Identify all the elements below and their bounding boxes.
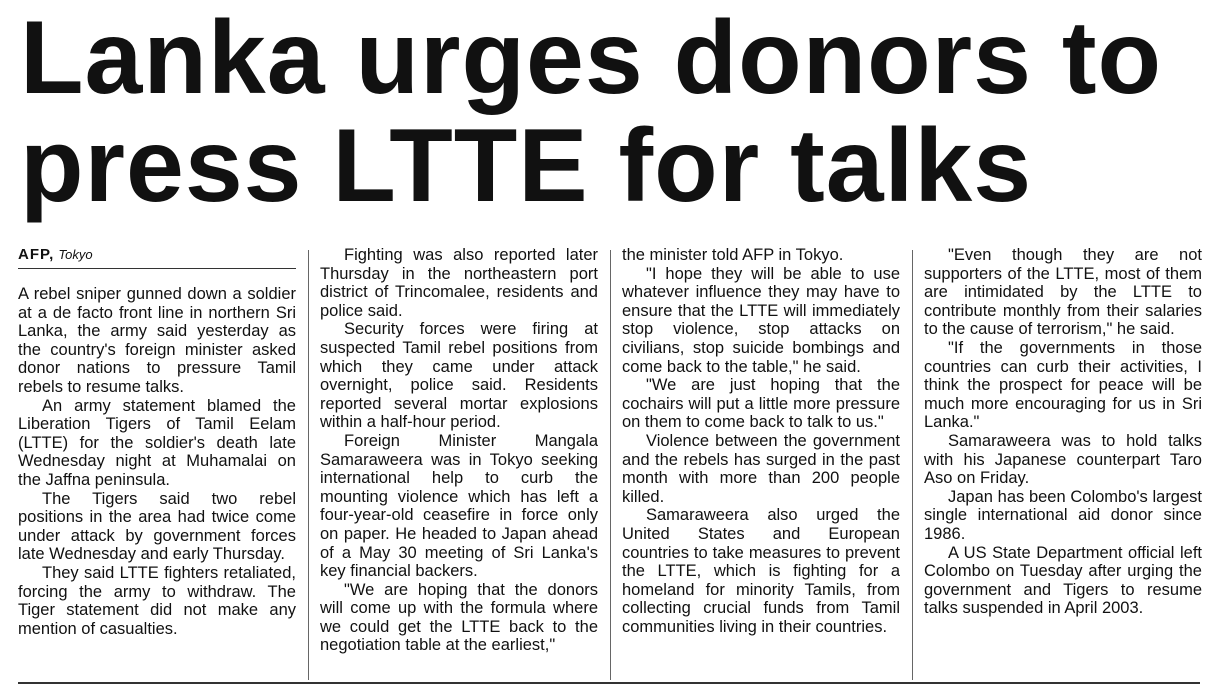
byline-agency: AFP, [18, 246, 55, 263]
byline [18, 246, 296, 269]
headline-line-2: press LTTE for talks [20, 108, 1033, 224]
paragraph: A rebel sniper gunned down a soldier at a de facto front line in northern Sri Lanka, the army said yesterday as the country's foreign minister asked donor nations to pressure Tamil rebels to resume talks. [18, 285, 296, 396]
paragraph: An army statement blamed the Liberation Tigers of Tamil Eelam (LTTE) for the soldier's death late Wednesday night at Muhamalai on the Jaffna peninsula. [18, 396, 296, 489]
paragraph: Japan has been Colombo's largest single international aid donor since 1986. [924, 487, 1202, 543]
paragraph: Fighting was also reported later Thursday in the northeastern port district of Trincomalee, residents and police said. [320, 246, 598, 320]
paragraph: The Tigers said two rebel positions in the area had twice come under attack by government forces late Wednesday and early Thursday. [18, 489, 296, 564]
paragraph: A US State Department official left Colombo on Tuesday after urging the government and Tigers to resume talks suspended in April 2003. [924, 543, 1202, 618]
headline-line-1: Lanka urges donors to [20, 0, 1163, 116]
paragraph: Security forces were firing at suspected Tamil rebel positions from which they came under attack overnight, police said. Residents reported several mortar explosions within a half-hour period. [320, 320, 598, 432]
bottom-rule [18, 682, 1200, 684]
headline [20, 0, 1200, 224]
article-body [18, 246, 1200, 676]
paragraph: They said LTTE fighters retaliated, forcing the army to withdraw. The Tiger statement did not make any mention of casualties. [18, 563, 296, 638]
paragraph: Samaraweera also urged the United States and European countries to take measures to prevent the LTTE, which is fighting for a homeland for minority Tamils, from collecting crucial funds from Tamil communities living in their countries. [622, 506, 900, 636]
column-4 [924, 246, 1202, 676]
paragraph: Foreign Minister Mangala Samaraweera was in Tokyo seeking international help to curb the mounting violence which has left a four-year-old ceasefire in force only on paper. He headed to Japan ahead of a May 30 meeting of Sri Lanka's key financial backers. [320, 431, 598, 581]
column-3 [622, 246, 900, 676]
paragraph: "We are hoping that the donors will come up with the formula where we could get the LTTE back to the negotiation table at the earliest," [320, 580, 598, 655]
paragraph: the minister told AFP in Tokyo. [622, 246, 844, 264]
paragraph: Samaraweera was to hold talks with his Japanese counterpart Taro Aso on Friday. [924, 431, 1202, 488]
column-2 [320, 246, 598, 676]
column-divider [912, 250, 913, 680]
column-divider [308, 250, 309, 680]
paragraph: "We are just hoping that the cochairs will put a little more pressure on them to come back to talk to us." [622, 376, 900, 432]
column-1 [18, 246, 296, 676]
paragraph: Violence between the government and the rebels has surged in the past month with more than 200 people killed. [622, 431, 900, 506]
paragraph: "I hope they will be able to use whatever influence they may have to ensure that the LTTE will immediately stop violence, stop attacks on civilians, stop suicide bombings and come back to the table," he said. [622, 264, 900, 376]
paragraph: "Even though they are not supporters of the LTTE, most of them are intimidated by the LTTE to contribute monthly from their salaries to the cause of terrorism," he said. [924, 246, 1202, 339]
paragraph: "If the governments in those countries can curb their activities, I think the prospect for peace will be much more encouraging for us in Sri Lanka." [924, 338, 1202, 432]
byline-city: Tokyo [58, 247, 93, 262]
column-divider [610, 250, 611, 680]
